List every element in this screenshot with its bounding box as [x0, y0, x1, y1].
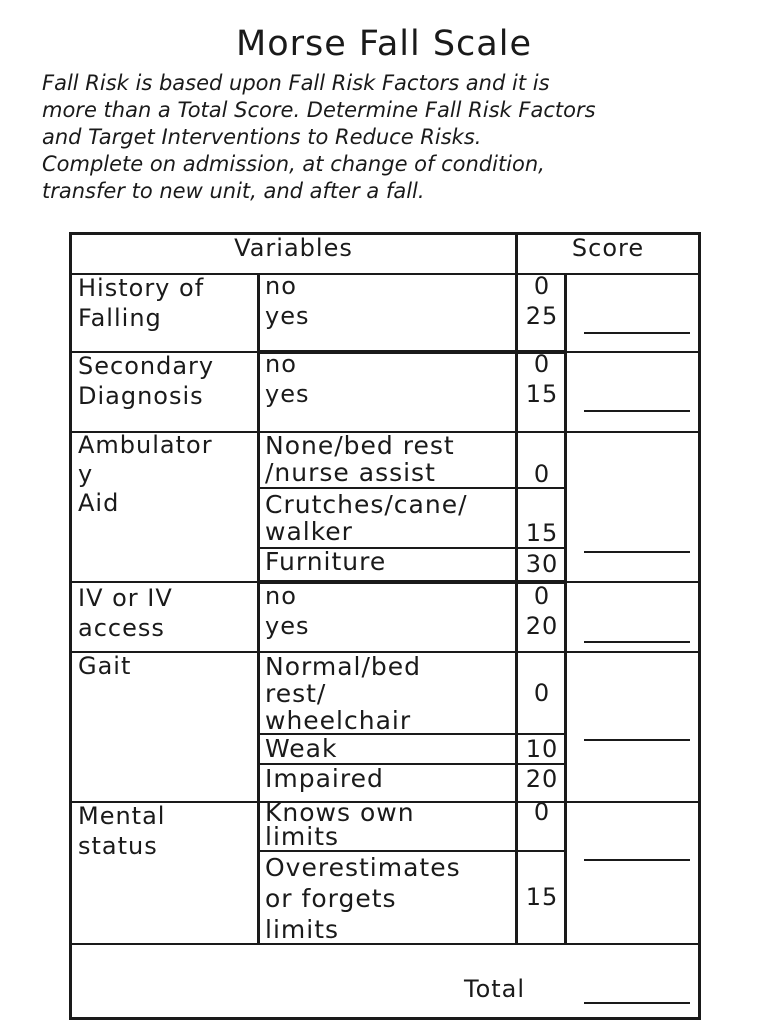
label-line: Diagnosis: [78, 382, 204, 410]
option-yes: yes: [265, 302, 310, 330]
instruction-line: Complete on admission, at change of condition,: [42, 152, 545, 176]
label-line: Aid: [78, 489, 120, 517]
option-line: walker: [265, 517, 353, 546]
option-line: rest/: [265, 679, 327, 708]
label-line: Mental: [78, 802, 166, 830]
ambulatory-option-crutches: [265, 491, 468, 545]
score-blank[interactable]: [584, 332, 690, 334]
iv-access-label: [78, 583, 173, 643]
points: 0: [533, 798, 551, 826]
option-no: no: [265, 350, 297, 378]
points: 25: [525, 302, 559, 330]
points: 30: [525, 550, 559, 578]
label-line: History of: [78, 274, 205, 302]
label-line: Secondary: [78, 352, 215, 380]
option-line: /nurse assist: [265, 458, 436, 487]
gait-option-weak: Weak: [265, 734, 338, 763]
option-line: Knows own: [265, 798, 415, 827]
instruction-line: Fall Risk is based upon Fall Risk Factors and it is: [42, 71, 550, 95]
instruction-line: transfer to new unit, and after a fall.: [42, 179, 425, 203]
secondary-diagnosis-label: [78, 351, 214, 411]
option-line: None/bed rest: [265, 431, 455, 460]
gait-option-impaired: Impaired: [265, 764, 384, 793]
label-line: status: [78, 832, 158, 860]
option-no: no: [265, 272, 297, 300]
ambulatory-option-none: [265, 432, 455, 486]
points: 15: [525, 883, 559, 911]
option-line: Overestimates: [265, 853, 461, 882]
total-blank[interactable]: [584, 1002, 690, 1004]
label-line: Falling: [78, 304, 162, 332]
mental-option-overestimates: [265, 852, 461, 945]
points: 15: [525, 380, 559, 408]
history-options: [265, 271, 309, 331]
variables-header: Variables: [234, 234, 353, 262]
column-divider: [257, 274, 260, 944]
option-yes: yes: [265, 380, 310, 408]
points: 0: [533, 460, 551, 488]
mental-status-label: [78, 801, 165, 861]
label-line: y: [78, 460, 94, 488]
instruction-line: more than a Total Score. Determine Fall Risk Factors: [42, 98, 596, 122]
option-line: wheelchair: [265, 706, 412, 735]
label-line: Ambulator: [78, 431, 213, 459]
ambulatory-option-furniture: Furniture: [265, 547, 387, 576]
points: 0: [533, 679, 551, 707]
ambulatory-aid-label: [78, 431, 213, 518]
option-line: limits: [265, 915, 340, 944]
mental-option-knows: [265, 798, 415, 851]
score-blank[interactable]: [584, 410, 690, 412]
score-blank[interactable]: [584, 551, 690, 553]
score-blank[interactable]: [584, 739, 690, 741]
points: 20: [525, 765, 559, 793]
fall-scale-table: [69, 232, 701, 1020]
page-title: Morse Fall Scale: [236, 24, 532, 64]
gait-label: Gait: [78, 652, 132, 680]
option-line: Normal/bed: [265, 652, 421, 681]
points: 0: [533, 582, 551, 610]
score-blank[interactable]: [584, 641, 690, 643]
option-yes: yes: [265, 612, 310, 640]
label-line: IV or IV: [78, 584, 173, 612]
total-label: Total: [464, 975, 526, 1003]
points: 0: [533, 350, 551, 378]
points: 10: [525, 735, 559, 763]
score-header: Score: [571, 234, 645, 262]
history-of-falling-label: [78, 273, 204, 333]
gait-option-normal: [265, 653, 421, 734]
instructions: [42, 70, 742, 205]
score-blank[interactable]: [584, 859, 690, 861]
iv-options: [265, 581, 309, 641]
secondary-options: [265, 349, 309, 409]
points: 0: [533, 272, 551, 300]
option-line: limits: [265, 822, 340, 851]
label-line: access: [78, 614, 165, 642]
option-line: or forgets: [265, 884, 397, 913]
option-no: no: [265, 582, 297, 610]
instruction-line: and Target Interventions to Reduce Risks.: [42, 125, 482, 149]
points: 15: [525, 519, 559, 547]
points: 20: [525, 612, 559, 640]
option-line: Crutches/cane/: [265, 490, 468, 519]
